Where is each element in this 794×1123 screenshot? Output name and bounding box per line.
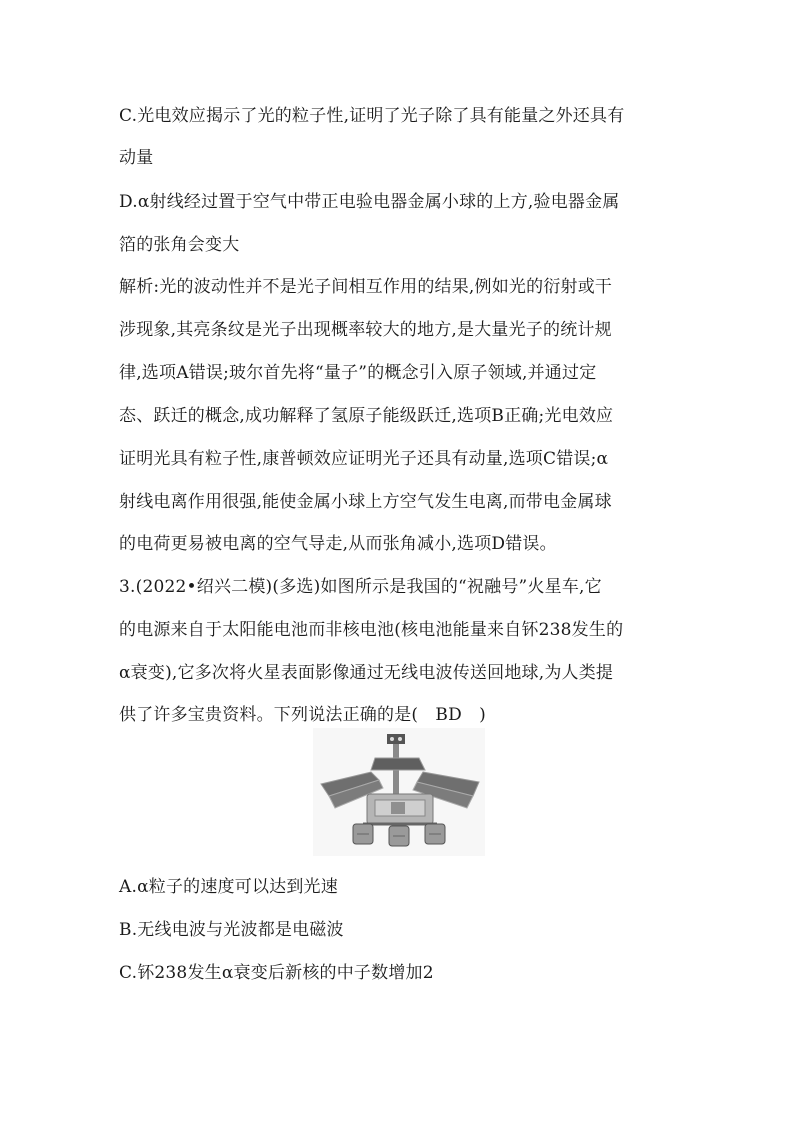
option-c-line-1: C.光电效应揭示了光的粒子性,证明了光子除了具有能量之外还具有 [119, 106, 625, 126]
option-c-line-2: 动量 [119, 148, 154, 168]
question-3-line-1: 3.(2022•绍兴二模)(多选)如图所示是我国的“祝融号”火星车,它 [119, 577, 602, 597]
question-3-line-4: 供了许多宝贵资料。下列说法正确的是( BD ) [119, 705, 486, 725]
option-d-line-2: 箔的张角会变大 [119, 235, 240, 255]
analysis-line-4: 态、跃迁的概念,成功解释了氢原子能级跃迁,选项B正确;光电效应 [119, 406, 614, 426]
analysis-line-7: 的电荷更易被电离的空气导走,从而张角减小,选项D错误。 [119, 534, 557, 554]
mars-rover-image [313, 728, 485, 856]
analysis-line-6: 射线电离作用很强,能使金属小球上方空气发生电离,而带电金属球 [119, 492, 612, 512]
option-c: C.钚238发生α衰变后新核的中子数增加2 [119, 963, 434, 983]
analysis-line-5: 证明光具有粒子性,康普顿效应证明光子还具有动量,选项C错误;α [119, 449, 609, 469]
option-a: A.α粒子的速度可以达到光速 [119, 877, 338, 897]
option-b: B.无线电波与光波都是电磁波 [119, 920, 344, 940]
analysis-line-3: 律,选项A错误;玻尔首先将“量子”的概念引入原子领域,并通过定 [119, 363, 597, 383]
analysis-line-2: 涉现象,其亮条纹是光子出现概率较大的地方,是大量光子的统计规 [119, 320, 612, 340]
question-3-line-3: α衰变),它多次将火星表面影像通过无线电波传送回地球,为人类提 [119, 663, 614, 683]
question-3-line-2: 的电源来自于太阳能电池而非核电池(核电池能量来自钚238发生的 [119, 620, 624, 640]
analysis-line-1: 解析:光的波动性并不是光子间相互作用的结果,例如光的衍射或干 [119, 277, 613, 297]
option-d-line-1: D.α射线经过置于空气中带正电验电器金属小球的上方,验电器金属 [119, 192, 620, 212]
